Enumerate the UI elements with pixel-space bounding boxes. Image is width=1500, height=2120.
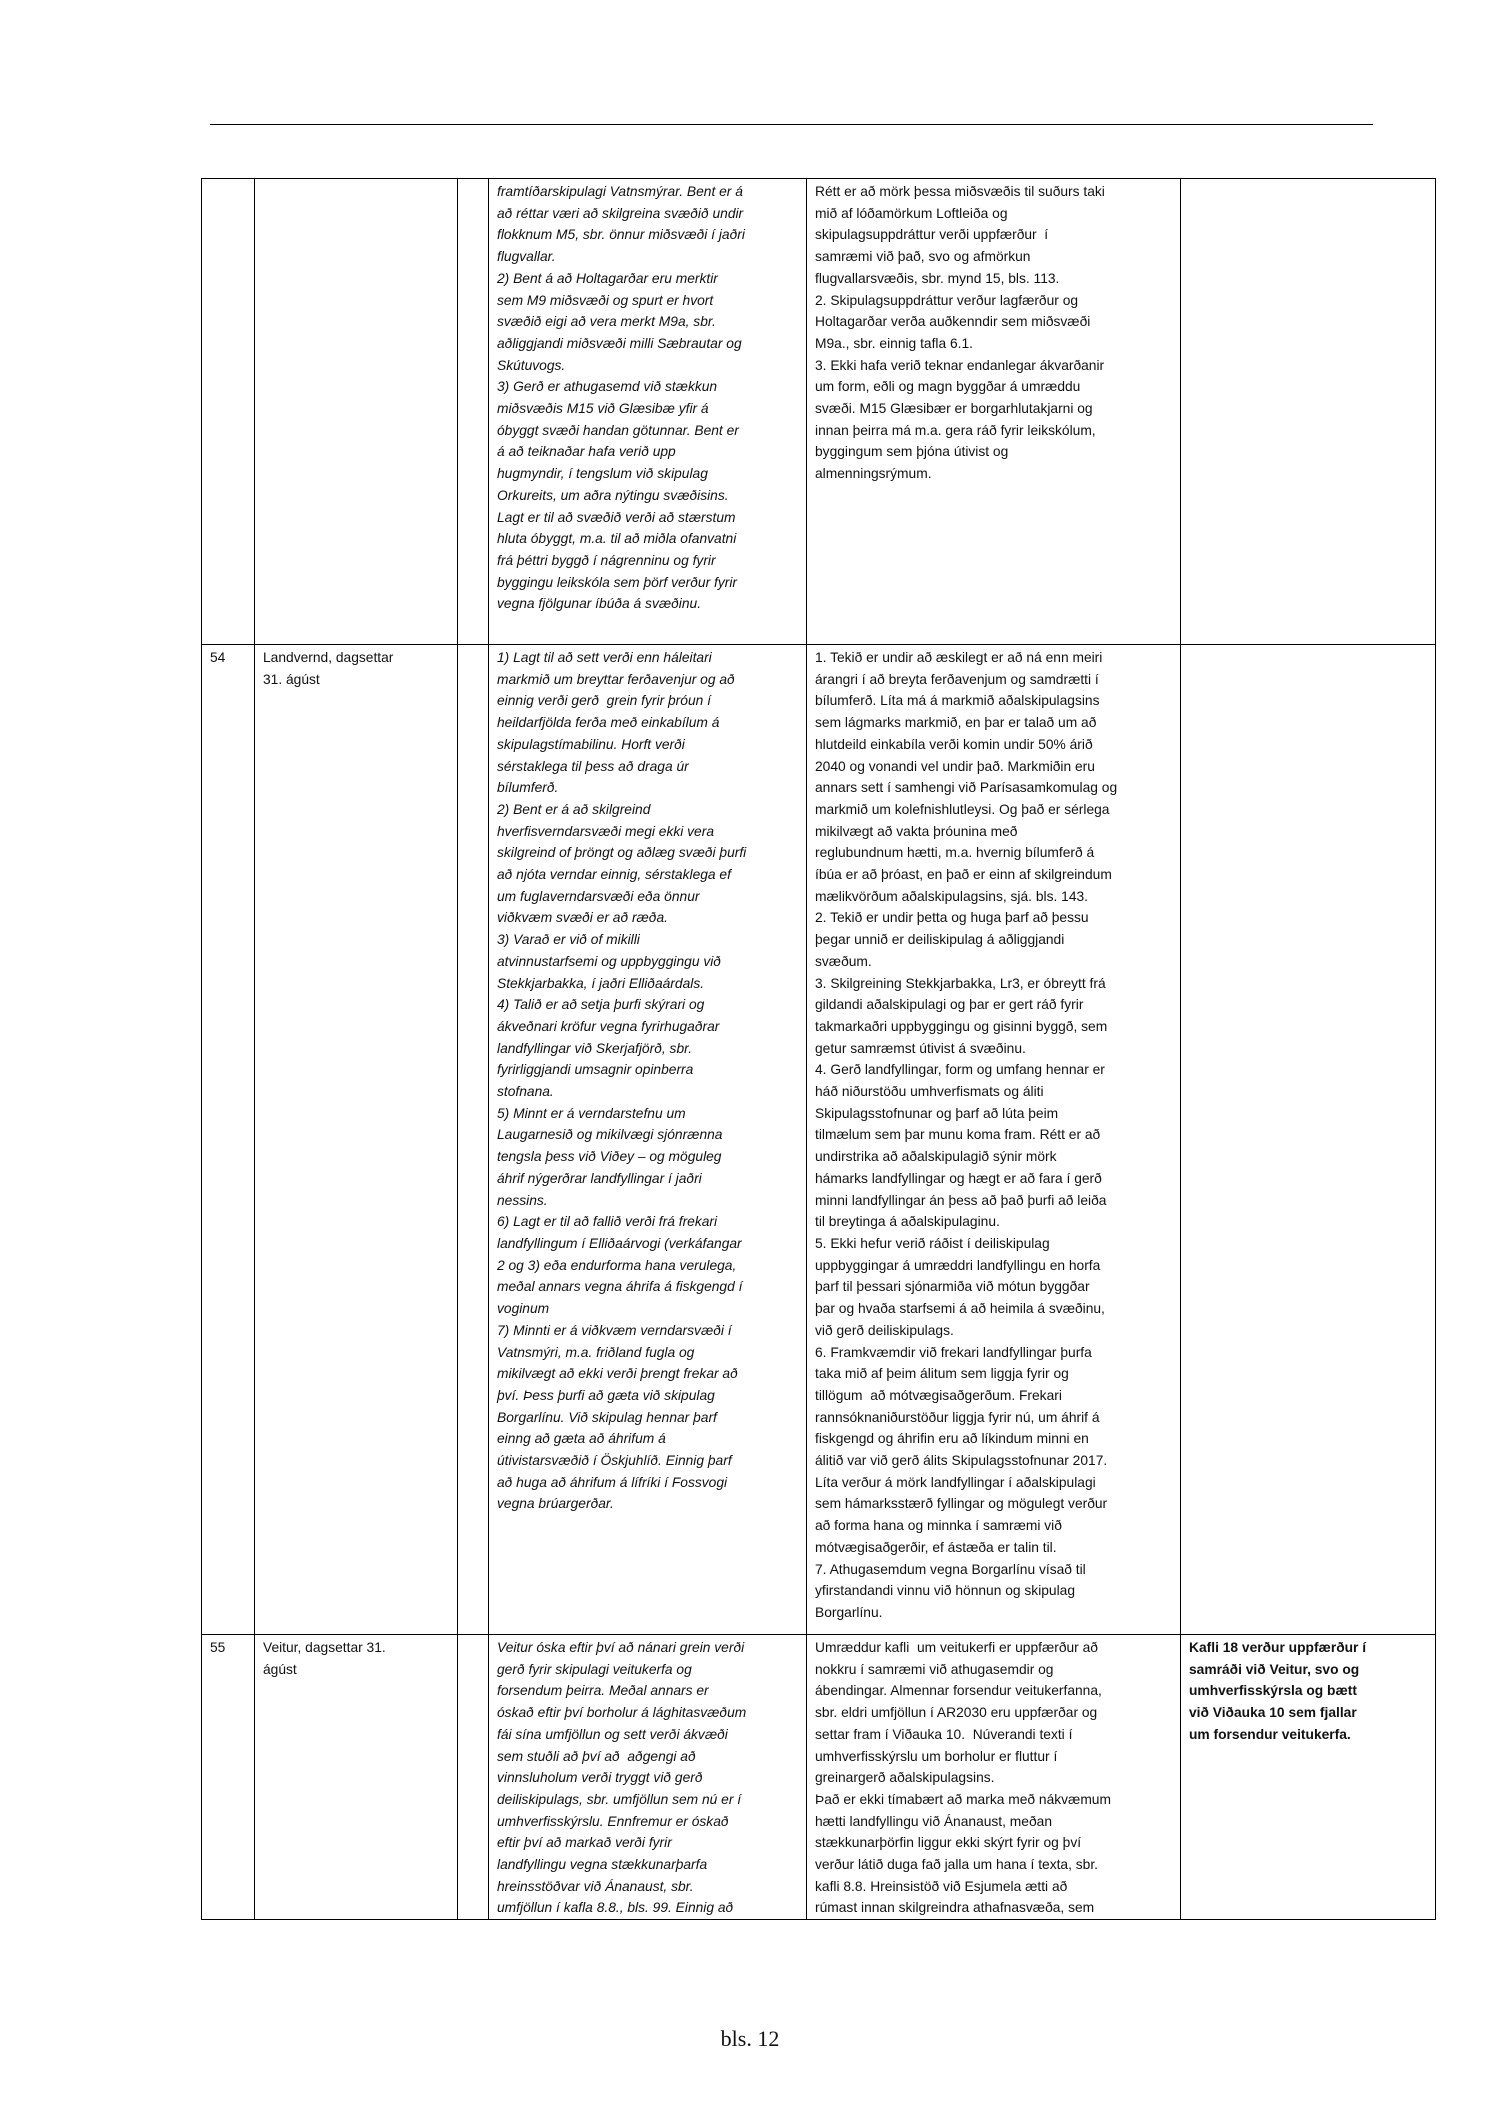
- comments-line: Borgarlínu. Við skipulag hennar þarf: [497, 1409, 717, 1425]
- response-line: Holtagarðar verða auðkenndir sem miðsvæði: [815, 314, 1091, 330]
- response-line: mælikvörðum aðalskipulagsins, sjá. bls. 143.: [815, 888, 1088, 904]
- response-line: ábendingar. Almennar forsendur veitukerfanna,: [815, 1683, 1102, 1699]
- comments-line: sem stuðli að því að aðgengi að: [497, 1748, 696, 1764]
- response-line: stækkunarþörfin liggur ekki skýrt fyrir og því: [815, 1835, 1082, 1851]
- sender-cell: [255, 1635, 458, 1920]
- comments-line: flokknum M5, sbr. önnur miðsvæði í jaðri: [497, 227, 745, 243]
- comments-line: tengsla þess við Viðey – og möguleg: [497, 1149, 722, 1165]
- response-line: kafli 8.8. Hreinsistöð við Esjumela ætti að: [815, 1878, 1068, 1894]
- response-line: minni landfyllingar án þess að það þurfi að leiða: [815, 1192, 1107, 1208]
- comments-line: Orkureits, um aðra nýtingu svæðisins.: [497, 487, 729, 503]
- row-number-cell: 55: [202, 1635, 255, 1920]
- comments-line: 1) Lagt til að sett verði enn háleitari: [497, 650, 712, 665]
- comments-line: áhrif nýgerðrar landfyllingar í jaðri: [497, 1170, 702, 1186]
- sender-cell: [255, 179, 458, 645]
- response-line: markmið um kolefnishlutleysi. Og það er sérlega: [815, 801, 1110, 817]
- response-line: 2. Tekið er undir þetta og huga þarf að þessu: [815, 910, 1089, 926]
- response-line: sem hámarksstærð fyllingar og mögulegt verður: [815, 1496, 1108, 1512]
- response-line: yfirstandandi vinnu við hönnun og skipulag: [815, 1583, 1076, 1599]
- comments-line: að huga að áhrifum á lífríki í Fossvogi: [497, 1474, 728, 1490]
- comments-line: því. Þess þurfi að gæta við skipulag: [497, 1387, 715, 1403]
- response-line: rúmast innan skilgreindra athafnasvæða, sem: [815, 1900, 1095, 1916]
- response-line: takmarkaðri uppbyggingu og gisinni byggð, sem: [815, 1018, 1108, 1034]
- comments-line: Stekkjarbakka, í jaðri Elliðaárdals.: [497, 975, 705, 991]
- response-line: 3. Skilgreining Stekkjarbakka, Lr3, er óbreytt frá: [815, 975, 1106, 991]
- response-line: 6. Framkvæmdir við frekari landfyllingar þurfa: [815, 1344, 1092, 1360]
- response-line: svæðum.: [815, 953, 872, 969]
- comments-line: umfjöllun í kafla 8.8., bls. 99. Einnig að: [497, 1900, 734, 1916]
- response-line: mið af lóðamörkum Loftleiða og: [815, 205, 1008, 221]
- comments-line: 5) Minnt er á verndarstefnu um: [497, 1105, 686, 1121]
- response-line: Umræddur kafli um veitukerfi er uppfærður að: [815, 1640, 1098, 1655]
- comments-line: Veitur óska eftir því að nánari grein verði: [497, 1640, 745, 1655]
- comments-line: 3) Gerð er athugasemd við stækkun: [497, 379, 718, 395]
- response-line: fiskgengd og áhrifin eru að líkindum minni en: [815, 1431, 1089, 1447]
- response-line: M9a., sbr. einnig tafla 6.1.: [815, 335, 973, 351]
- response-line: rannsóknaniðurstöður liggja fyrir nú, um áhrif á: [815, 1409, 1100, 1425]
- comments-line: stofnana.: [497, 1084, 554, 1100]
- comments-line: óbyggt svæði handan götunnar. Bent er: [497, 422, 739, 438]
- comments-line: 3) Varað er við of mikilli: [497, 932, 640, 948]
- response-line: háð niðurstöðu umhverfismats og áliti: [815, 1084, 1044, 1100]
- comments-table: [201, 178, 1436, 1920]
- response-line: að forma hana og minnka í samræmi við: [815, 1518, 1062, 1534]
- response-line: hámarks landfyllingar og hægt er að fara í gerð: [815, 1170, 1102, 1186]
- comments-line: fái sína umfjöllun og sett verði ákvæði: [497, 1726, 728, 1742]
- sender-line: ágúst: [263, 1661, 297, 1677]
- comments-line: vinnsluholum verði tryggt við gerð: [497, 1770, 703, 1786]
- response-line: 7. Athugasemdum vegna Borgarlínu vísað til: [815, 1561, 1086, 1577]
- comments-line: sérstaklega til þess að draga úr: [497, 758, 689, 774]
- response-cell: [807, 1635, 1181, 1920]
- comments-line: 4) Talið er að setja þurfi skýrari og: [497, 997, 705, 1013]
- comments-line: svæðið eigi að vera merkt M9a, sbr.: [497, 314, 716, 330]
- header-rule: [210, 124, 1373, 125]
- comments-line: Laugarnesið og mikilvægi sjónrænna: [497, 1127, 723, 1143]
- comments-line: fyrirliggjandi umsagnir opinberra: [497, 1062, 694, 1078]
- response-line: álitið var við gerð álits Skipulagsstofnunar 2017.: [815, 1453, 1108, 1469]
- comments-line: útivistarsvæðið í Öskjuhlíð. Einnig þarf: [497, 1453, 732, 1469]
- changes-line: umhverfisskýrsla og bætt: [1189, 1683, 1357, 1699]
- response-line: um form, eðli og magn byggðar á umræddu: [815, 379, 1081, 395]
- response-line: tillögum að mótvægisaðgerðum. Frekari: [815, 1387, 1062, 1403]
- table-row: [202, 645, 1436, 1635]
- comments-line: hugmyndir, í tengslum við skipulag: [497, 466, 708, 482]
- marker-cell: [458, 179, 489, 645]
- comments-line: á að teiknaðar hafa verið upp: [497, 444, 676, 460]
- changes-line: samráði við Veitur, svo og: [1189, 1661, 1360, 1677]
- comments-line: byggingu leikskóla sem þörf verður fyrir: [497, 574, 738, 590]
- comments-line: atvinnustarfsemi og uppbyggingu við: [497, 953, 721, 969]
- comments-line: skilgreind of þröngt og aðlæg svæði þurfi: [497, 845, 747, 861]
- response-line: þarf til þessari sjónarmiða við mótun byggðar: [815, 1279, 1090, 1295]
- comments-line: hverfisverndarsvæði megi ekki vera: [497, 823, 714, 839]
- comments-line: framtíðarskipulagi Vatnsmýrar. Bent er á: [497, 184, 743, 199]
- row-number-cell: [202, 179, 255, 645]
- response-line: hlutdeild einkabíla verði komin undir 50% árið: [815, 736, 1093, 752]
- response-line: 2. Skipulagsuppdráttur verður lagfærður og: [815, 292, 1079, 308]
- response-line: Borgarlínu.: [815, 1604, 883, 1620]
- response-line: þar og hvaða starfsemi á að heimila á svæðinu,: [815, 1301, 1105, 1317]
- comments-line: frá þéttri byggð í nágrenninu og fyrir: [497, 552, 716, 568]
- comments-line: deiliskipulags, sbr. umfjöllun sem nú er í: [497, 1791, 742, 1807]
- response-line: gildandi aðalskipulagi og þar er gert ráð fyrir: [815, 997, 1084, 1013]
- sender-line: 31. ágúst: [263, 671, 320, 687]
- response-line: Rétt er að mörk þessa miðsvæðis til suðurs taki: [815, 184, 1105, 199]
- comments-cell: [489, 645, 807, 1635]
- sender-line: Veitur, dagsettar 31.: [263, 1640, 386, 1655]
- response-line: bílumferð. Líta má á markmið aðalskipulagsins: [815, 693, 1100, 709]
- comments-line: aðliggjandi miðsvæði milli Sæbrautar og: [497, 335, 742, 351]
- response-line: umhverfisskýrslu um borholur er fluttur í: [815, 1748, 1058, 1764]
- response-line: getur samræmst útivist á svæðinu.: [815, 1040, 1026, 1056]
- response-line: reglubundnum hætti, m.a. hvernig bílumferð á: [815, 845, 1095, 861]
- comments-line: gerð fyrir skipulagi veitukerfa og: [497, 1661, 692, 1677]
- response-line: 4. Gerð landfyllingar, form og umfang hennar er: [815, 1062, 1105, 1078]
- response-line: til breytinga á aðalskipulaginu.: [815, 1214, 1000, 1230]
- marker-cell: [458, 645, 489, 1635]
- comments-line: óskað eftir því borholur á lághitasvæðum: [497, 1705, 747, 1721]
- response-line: flugvallarsvæðis, sbr. mynd 15, bls. 113.: [815, 270, 1060, 286]
- response-line: svæði. M15 Glæsibær er borgarhlutakjarni og: [815, 401, 1093, 417]
- response-cell: [807, 179, 1181, 645]
- comments-line: 7) Minnti er á viðkvæm verndarsvæði í: [497, 1322, 732, 1338]
- comments-line: mikilvægt að ekki verði þrengt frekar að: [497, 1366, 738, 1382]
- response-line: við gerð deiliskipulags.: [815, 1322, 954, 1338]
- response-line: annars sett í samhengi við Parísasamkomulag og: [815, 780, 1118, 796]
- comments-line: Lagt er til að svæðið verði að stærstum: [497, 509, 736, 525]
- comments-line: bílumferð.: [497, 780, 559, 796]
- response-line: taka mið af þeim álitum sem liggja fyrir og: [815, 1366, 1069, 1382]
- response-line: 1. Tekið er undir að æskilegt er að ná enn meiri: [815, 650, 1103, 665]
- comments-line: voginum: [497, 1301, 550, 1317]
- comments-line: hluta óbyggt, m.a. til að miðla ofanvatni: [497, 531, 737, 547]
- response-line: 3. Ekki hafa verið teknar endanlegar ákvarðanir: [815, 357, 1105, 373]
- sender-line: Landvernd, dagsettar: [263, 650, 394, 665]
- comments-line: markmið um breyttar ferðavenjur og að: [497, 671, 735, 687]
- comments-line: 6) Lagt er til að fallið verði frá frekari: [497, 1214, 718, 1230]
- response-cell: [807, 645, 1181, 1635]
- response-line: sbr. eldri umfjöllun í AR2030 eru uppfærðar og: [815, 1705, 1098, 1721]
- response-line: byggingum sem þjóna útivist og: [815, 444, 1009, 460]
- comments-line: heildarfjölda ferða með einkabílum á: [497, 715, 720, 731]
- changes-cell: [1181, 1635, 1436, 1920]
- comments-line: einng að gæta að áhrifum á: [497, 1431, 666, 1447]
- comments-line: nessins.: [497, 1192, 548, 1208]
- marker-cell: [458, 1635, 489, 1920]
- changes-line: Kafli 18 verður uppfærður í: [1189, 1640, 1367, 1655]
- response-line: Það er ekki tímabært að marka með nákvæmum: [815, 1791, 1111, 1807]
- table-row: [202, 1635, 1436, 1920]
- comments-line: skipulagstímabilinu. Horft verði: [497, 736, 685, 752]
- response-line: skipulagsuppdráttur verði uppfærður í: [815, 227, 1049, 243]
- comments-line: miðsvæðis M15 við Glæsibæ yfir á: [497, 401, 709, 417]
- comments-line: Vatnsmýri, m.a. friðland fugla og: [497, 1344, 695, 1360]
- response-line: uppbyggingar á umræddri landfyllingu en horfa: [815, 1257, 1101, 1273]
- response-line: undirstrika að aðalskipulagið sýnir mörk: [815, 1149, 1057, 1165]
- comments-line: 2 og 3) eða endurforma hana verulega,: [497, 1257, 737, 1273]
- comments-line: eftir því að markað verði fyrir: [497, 1835, 672, 1851]
- response-line: hætti landfyllingu við Ánanaust, meðan: [815, 1813, 1052, 1829]
- response-line: innan þeirra má m.a. gera ráð fyrir leikskólum,: [815, 422, 1096, 438]
- changes-cell: [1181, 645, 1436, 1635]
- comments-line: ákveðnari kröfur vegna fyrirhugaðrar: [497, 1018, 720, 1034]
- comments-line: forsendum þeirra. Meðal annars er: [497, 1683, 709, 1699]
- response-line: tilmælum sem þar munu koma fram. Rétt er að: [815, 1127, 1101, 1143]
- comments-line: einnig verði gerð grein fyrir þróun í: [497, 693, 711, 709]
- response-line: Skipulagsstofnunar og þarf að lúta þeim: [815, 1105, 1059, 1121]
- row-number-cell: 54: [202, 645, 255, 1635]
- comments-line: að njóta verndar einnig, sérstaklega ef: [497, 867, 731, 883]
- comments-line: að réttar væri að skilgreina svæðið undir: [497, 205, 744, 221]
- comments-line: meðal annars vegna áhrifa á fiskgengd í: [497, 1279, 743, 1295]
- sender-cell: [255, 645, 458, 1635]
- response-line: settar fram í Viðauka 10. Núverandi texti í: [815, 1726, 1073, 1742]
- response-line: greinargerð aðalskipulagsins.: [815, 1770, 995, 1786]
- response-line: verður látið duga fað jalla um hana í texta, sbr.: [815, 1857, 1099, 1873]
- changes-line: um forsendur veitukerfa.: [1189, 1726, 1351, 1742]
- response-line: mikilvægt að vakta þróunina með: [815, 823, 1018, 839]
- response-line: íbúa er að þróast, en það er einn af skilgreindum: [815, 867, 1112, 883]
- comments-line: 2) Bent er á að skilgreind: [497, 801, 651, 817]
- comments-cell: [489, 1635, 807, 1920]
- comments-line: landfyllingum í Elliðaárvogi (verkáfangar: [497, 1235, 742, 1251]
- comments-line: landfyllingar við Skerjafjörð, sbr.: [497, 1040, 693, 1056]
- response-line: nokkru í samræmi við athugasemdir og: [815, 1661, 1054, 1677]
- comments-line: umhverfisskýrslu. Ennfremur er óskað: [497, 1813, 729, 1829]
- changes-cell: [1181, 179, 1436, 645]
- comments-line: viðkvæm svæði er að ræða.: [497, 910, 668, 926]
- comments-line: hreinsstöðvar við Ánanaust, sbr.: [497, 1878, 694, 1894]
- response-line: þegar unnið er deiliskipulag á aðliggjandi: [815, 932, 1065, 948]
- comments-line: flugvallar.: [497, 249, 556, 265]
- comments-line: 2) Bent á að Holtagarðar eru merktir: [497, 270, 718, 286]
- page-number: bls. 12: [720, 2026, 780, 2051]
- response-line: árangri í að breyta ferðavenjum og samdrætti í: [815, 671, 1099, 687]
- comments-line: um fuglaverndarsvæði eða önnur: [497, 888, 700, 904]
- changes-line: við Viðauka 10 sem fjallar: [1189, 1705, 1357, 1721]
- response-line: Líta verður á mörk landfyllingar í aðalskipulagi: [815, 1474, 1096, 1490]
- comments-line: Skútuvogs.: [497, 357, 566, 373]
- comments-line: vegna fjölgunar íbúða á svæðinu.: [497, 596, 702, 612]
- response-line: sem lágmarks markmið, en þar er talað um að: [815, 715, 1097, 731]
- response-line: 2040 og vonandi vel undir það. Markmiðin eru: [815, 758, 1095, 774]
- comments-line: sem M9 miðsvæði og spurt er hvort: [497, 292, 714, 308]
- table-row: [202, 179, 1436, 645]
- response-line: almenningsrýmum.: [815, 466, 932, 482]
- comments-cell: [489, 179, 807, 645]
- comments-line: landfyllingu vegna stækkunarþarfa: [497, 1857, 708, 1873]
- response-line: mótvægisaðgerðir, ef ástæða er talin til.: [815, 1539, 1057, 1555]
- response-line: samræmi við það, svo og afmörkun: [815, 249, 1031, 265]
- comments-line: vegna brúargerðar.: [497, 1496, 614, 1512]
- response-line: 5. Ekki hefur verið ráðist í deiliskipulag: [815, 1235, 1050, 1251]
